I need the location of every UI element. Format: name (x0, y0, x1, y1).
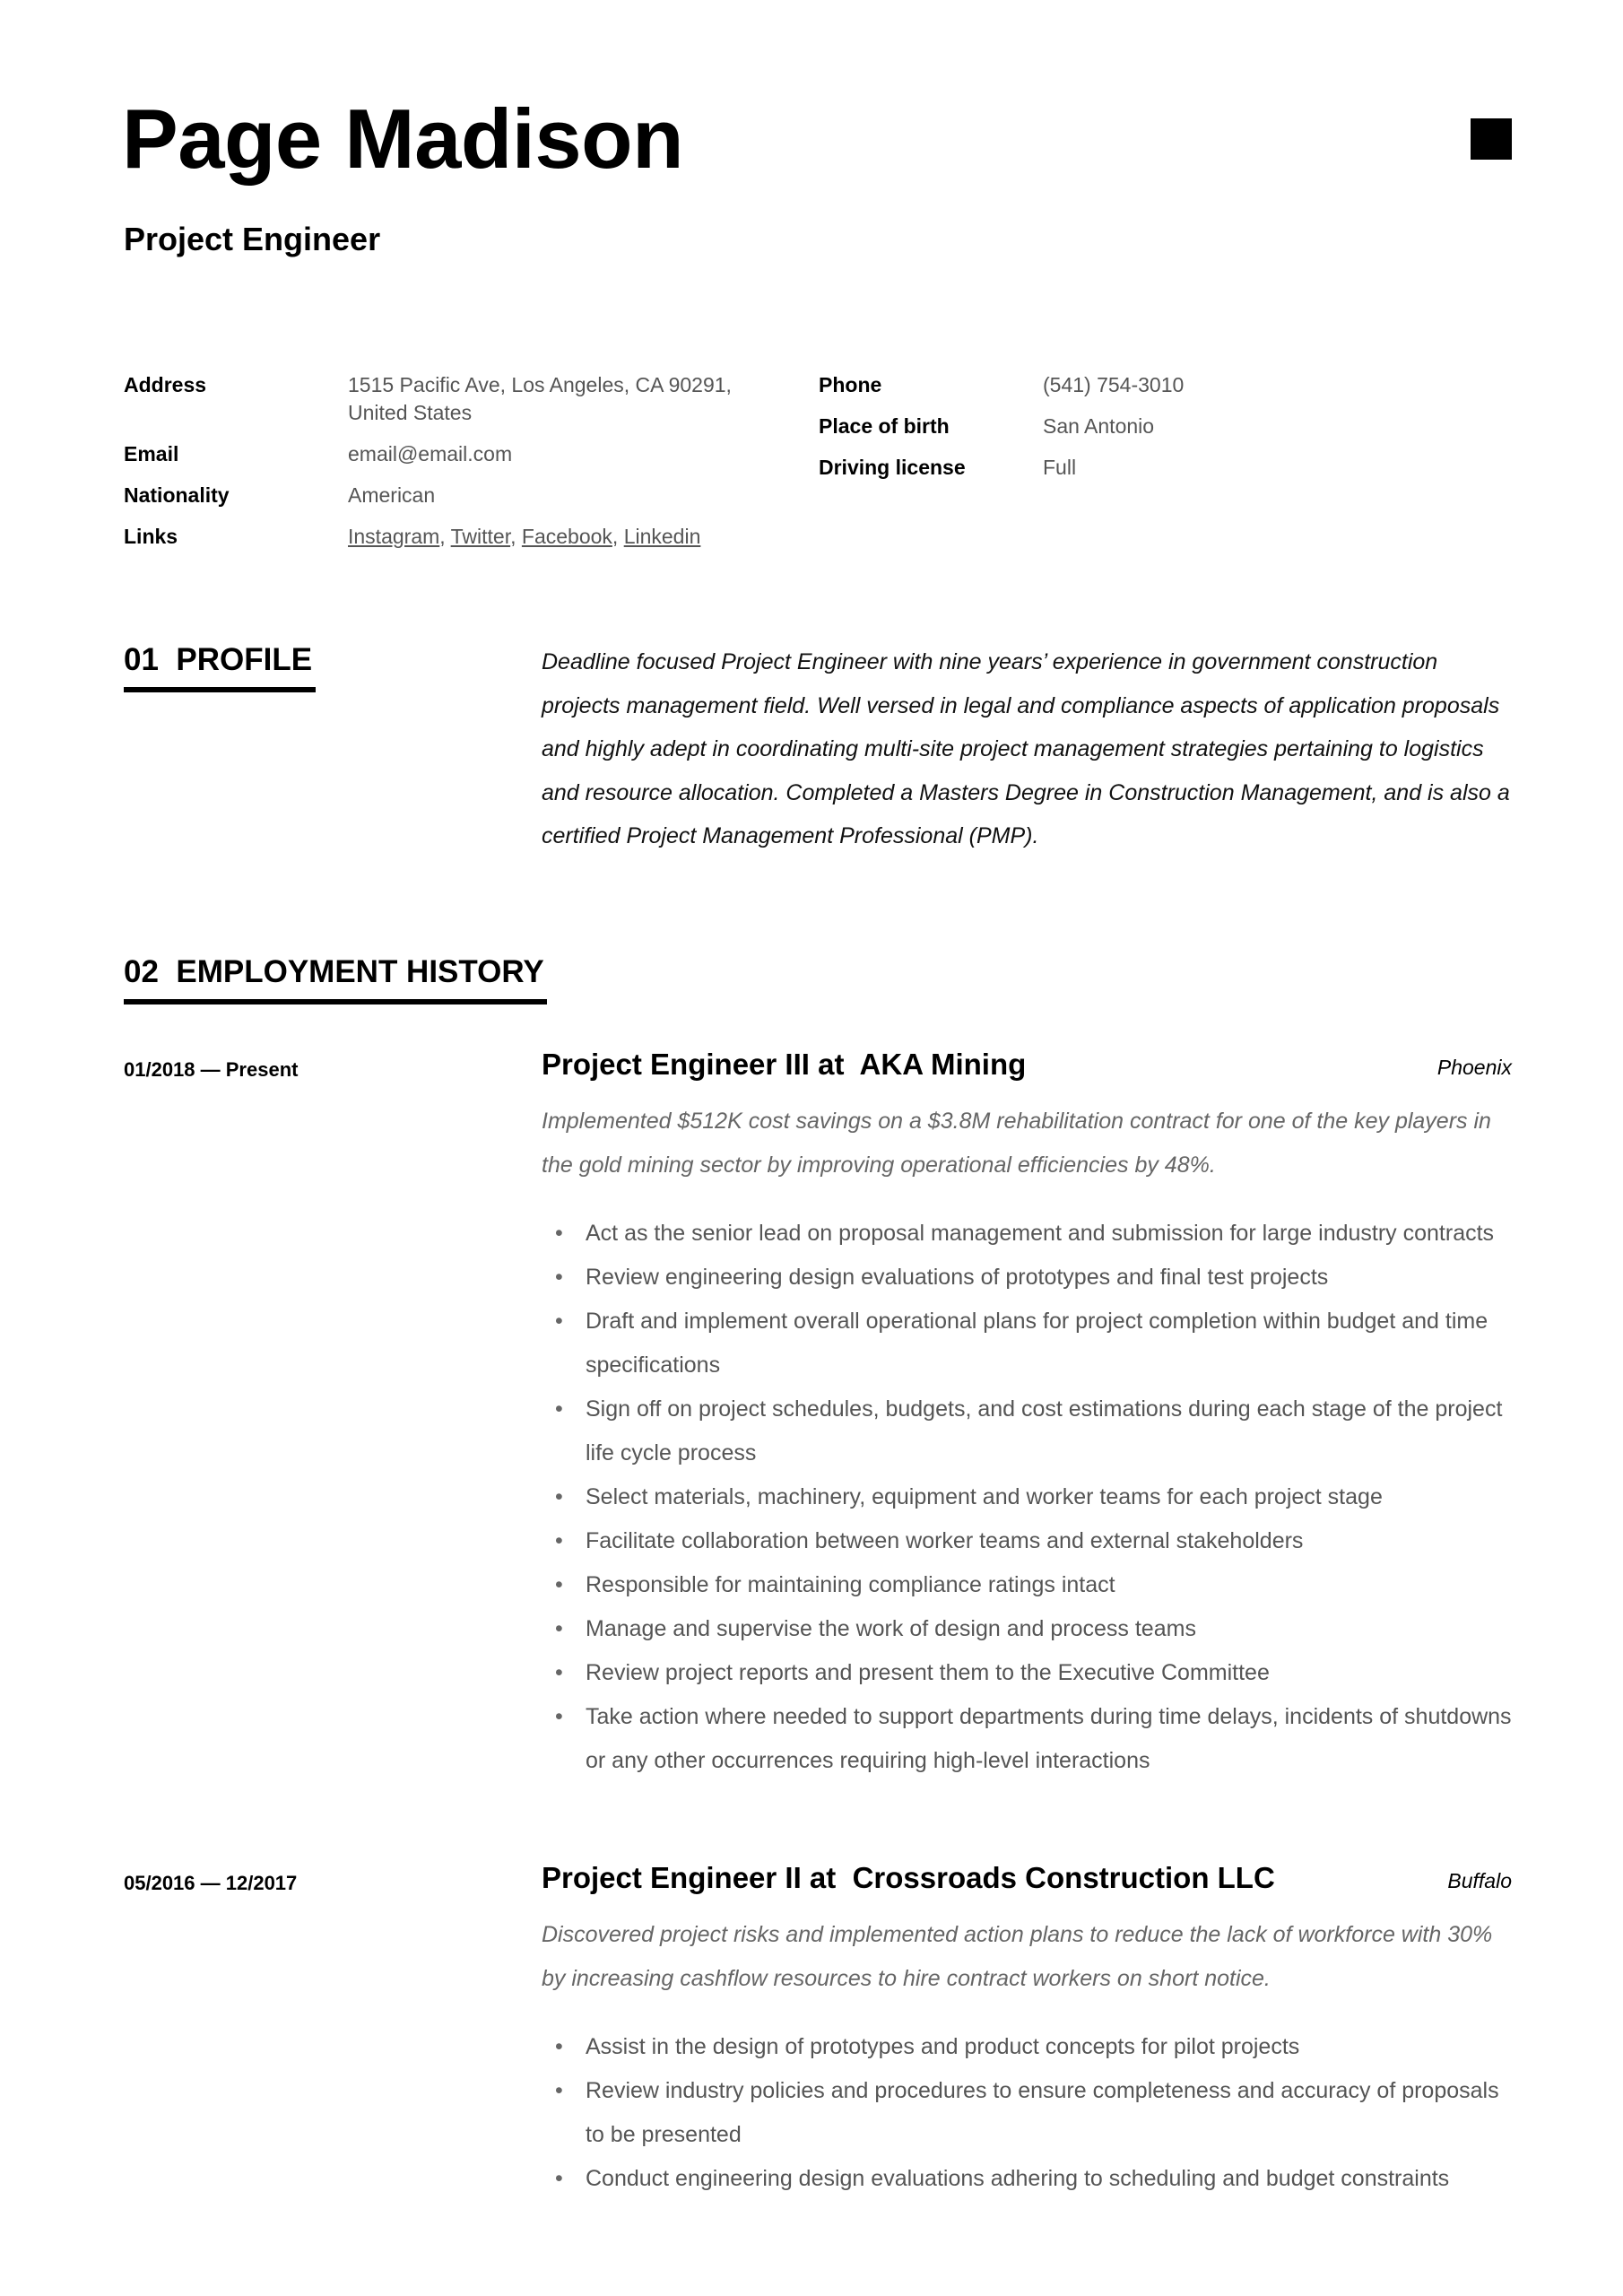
list-item: • Sign off on project schedules, budgets, and cost estimations during each stage of the project life cycle process (542, 1387, 1512, 1475)
employment-heading: 02 EMPLOYMENT HISTORY (124, 954, 547, 1004)
job-bullets (542, 2025, 1512, 2201)
list-item: • Review project reports and present them to the Executive Committee (542, 1651, 1512, 1695)
link-linkedin[interactable]: Linkedin (623, 525, 701, 548)
job-city: Phoenix (1436, 1056, 1512, 1079)
detail-label: Phone (819, 373, 882, 396)
list-item: • Draft and implement overall operational plans for project completion within budget and time specifications (542, 1300, 1512, 1387)
detail-value: American (348, 483, 436, 507)
profile-text: Deadline focused Project Engineer with nine years’ experience in government construction projects management field. Well versed in legal and compliance aspects of application proposals and highly adept in coordinating multi-site project management strategies pertaining to logistics and resource allocation. Completed a Masters Degree in Construction Management, and is also a certified Project Management Professional (PMP). (542, 649, 1510, 848)
job-entry (124, 1048, 1512, 1783)
list-item: • Conduct engineering design evaluations adhering to scheduling and budget constraints (542, 2157, 1512, 2201)
job-entry (124, 1861, 1512, 2201)
job-title: Project Engineer III at AKA Mining (542, 1048, 1027, 1081)
link-instagram[interactable]: Instagram (348, 525, 440, 548)
detail-email (124, 440, 751, 468)
candidate-name: Page Madison (122, 91, 684, 186)
job-city: Buffalo (1447, 1869, 1512, 1892)
list-item: • Manage and supervise the work of design and process teams (542, 1607, 1512, 1651)
list-item: • Facilitate collaboration between worker teams and external stakeholders (542, 1519, 1512, 1563)
list-item: • Review engineering design evaluations of prototypes and final test projects (542, 1256, 1512, 1300)
detail-value: email@email.com (348, 442, 513, 465)
profile-heading: 01 PROFILE (124, 642, 316, 692)
list-item: • Responsible for maintaining compliance ratings intact (542, 1563, 1512, 1607)
detail-value: 1515 Pacific Ave, Los Angeles, CA 90291, United States (348, 373, 732, 424)
detail-value: San Antonio (1043, 414, 1155, 438)
details-right (819, 371, 1446, 495)
list-item: • Act as the senior lead on proposal management and submission for large industry contracts (542, 1212, 1512, 1256)
list-item: • Select materials, machinery, equipment and worker teams for each project stage (542, 1475, 1512, 1519)
job-summary: Implemented $512K cost savings on a $3.8M rehabilitation contract for one of the key players in the gold mining sector by improving operational efficiencies by 48%. (542, 1109, 1491, 1178)
detail-phone (819, 371, 1446, 399)
detail-nationality (124, 482, 751, 509)
list-item: • Review industry policies and procedures to ensure completeness and accuracy of proposals to be presented (542, 2069, 1512, 2157)
candidate-title: Project Engineer (124, 221, 381, 257)
detail-links: Links Instagram, Twitter, Facebook, Linkedin (124, 523, 751, 551)
detail-address (124, 371, 751, 427)
detail-place-of-birth (819, 413, 1446, 440)
link-facebook[interactable]: Facebook (521, 525, 612, 548)
job-bullets (542, 1212, 1512, 1783)
detail-label: Place of birth (819, 414, 950, 438)
decorative-square-icon (1471, 118, 1512, 160)
job-summary: Discovered project risks and implemented action plans to reduce the lack of workforce with 30% by increasing cashflow resources to hire contract workers on short notice. (542, 1922, 1493, 1991)
detail-label: Email (124, 442, 179, 465)
list-item: • Take action where needed to support departments during time delays, incidents of shutdowns or any other occurrences requiring high-level interactions (542, 1695, 1512, 1783)
link-twitter[interactable]: Twitter (450, 525, 511, 548)
list-item: • Assist in the design of prototypes and product concepts for pilot projects (542, 2025, 1512, 2069)
detail-value: (541) 754-3010 (1043, 373, 1185, 396)
detail-label: Nationality (124, 483, 230, 507)
job-date: 01/2018 — Present (124, 1058, 299, 1081)
job-date: 05/2016 — 12/2017 (124, 1872, 298, 1894)
job-title: Project Engineer II at Crossroads Construction LLC (542, 1861, 1275, 1894)
detail-driving-license (819, 454, 1446, 482)
detail-value: Full (1043, 456, 1077, 479)
detail-label: Address (124, 373, 207, 396)
detail-label: Links (124, 525, 178, 548)
details-left (124, 371, 751, 564)
detail-label: Driving license (819, 456, 966, 479)
